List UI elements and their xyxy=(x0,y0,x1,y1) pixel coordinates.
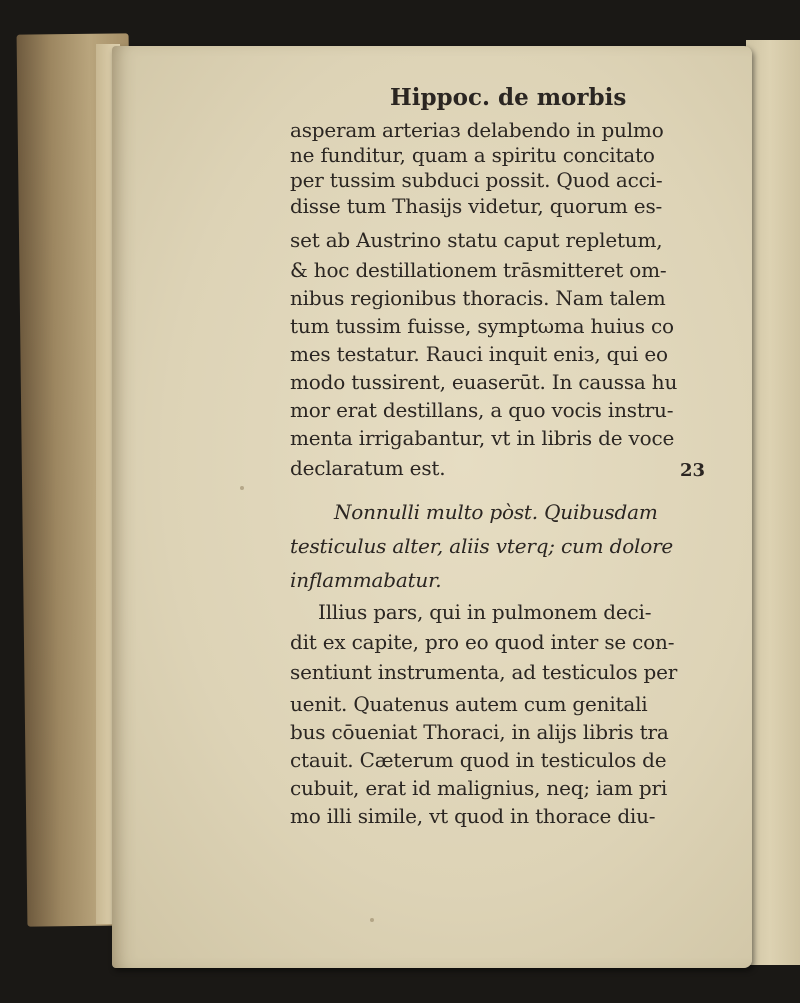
text-line: bus cōueniat Thoraci, in alijs libris tra xyxy=(290,720,669,744)
text-line: menta irrigabantur, vt in libris de voce xyxy=(290,426,675,450)
text-line: ctauit. Cæterum quod in testiculos de xyxy=(290,748,667,772)
italic-heading-line: testiculus alter, aliis vterq; cum dolore xyxy=(290,534,674,558)
text-line: asperam arteriaз delabendo in pulmo xyxy=(290,118,664,142)
text-line: uenit. Quatenus autem cum genitali xyxy=(290,692,648,716)
running-title: Hippoc. de morbis xyxy=(390,84,627,111)
text-line: disse tum Thasijs videtur, quorum es- xyxy=(290,194,663,218)
text-line: cubuit, erat id malignius, neq; iam pri xyxy=(290,776,668,800)
text-line: tum tussim fuisse, symptωma huius co xyxy=(290,314,674,338)
italic-heading-line: Nonnulli multo pòst. Quibusdam xyxy=(334,500,658,524)
next-page-edge xyxy=(746,40,800,965)
text-line: per tussim subduci possit. Quod acci- xyxy=(290,168,663,192)
text-line: declaratum est. xyxy=(290,456,446,480)
italic-heading-line: inflammabatur. xyxy=(290,568,442,592)
text-line: & hoc destillationem trāsmitteret om- xyxy=(290,258,667,282)
text-line: set ab Austrino statu caput repletum, xyxy=(290,228,663,252)
text-line: mes testatur. Rauci inquit eniз, qui eo xyxy=(290,342,668,366)
text-line: mor erat destillans, a quo vocis instru- xyxy=(290,398,674,422)
text-line: mo illi simile, vt quod in thorace diu- xyxy=(290,804,656,828)
text-line: nibus regionibus thoracis. Nam talem xyxy=(290,286,666,310)
text-line: dit ex capite, pro eo quod inter se con- xyxy=(290,630,675,654)
text-line: Illius pars, qui in pulmonem deci- xyxy=(318,600,652,624)
text-line: ne funditur, quam a spiritu concitato xyxy=(290,143,655,167)
text-line: sentiunt instrumenta, ad testiculos per xyxy=(290,660,678,684)
paper-speck xyxy=(370,918,374,922)
paper-speck xyxy=(240,486,244,490)
page-number: 23 xyxy=(680,460,706,481)
text-line: modo tussirent, euaserūt. In caussa hu xyxy=(290,370,678,394)
